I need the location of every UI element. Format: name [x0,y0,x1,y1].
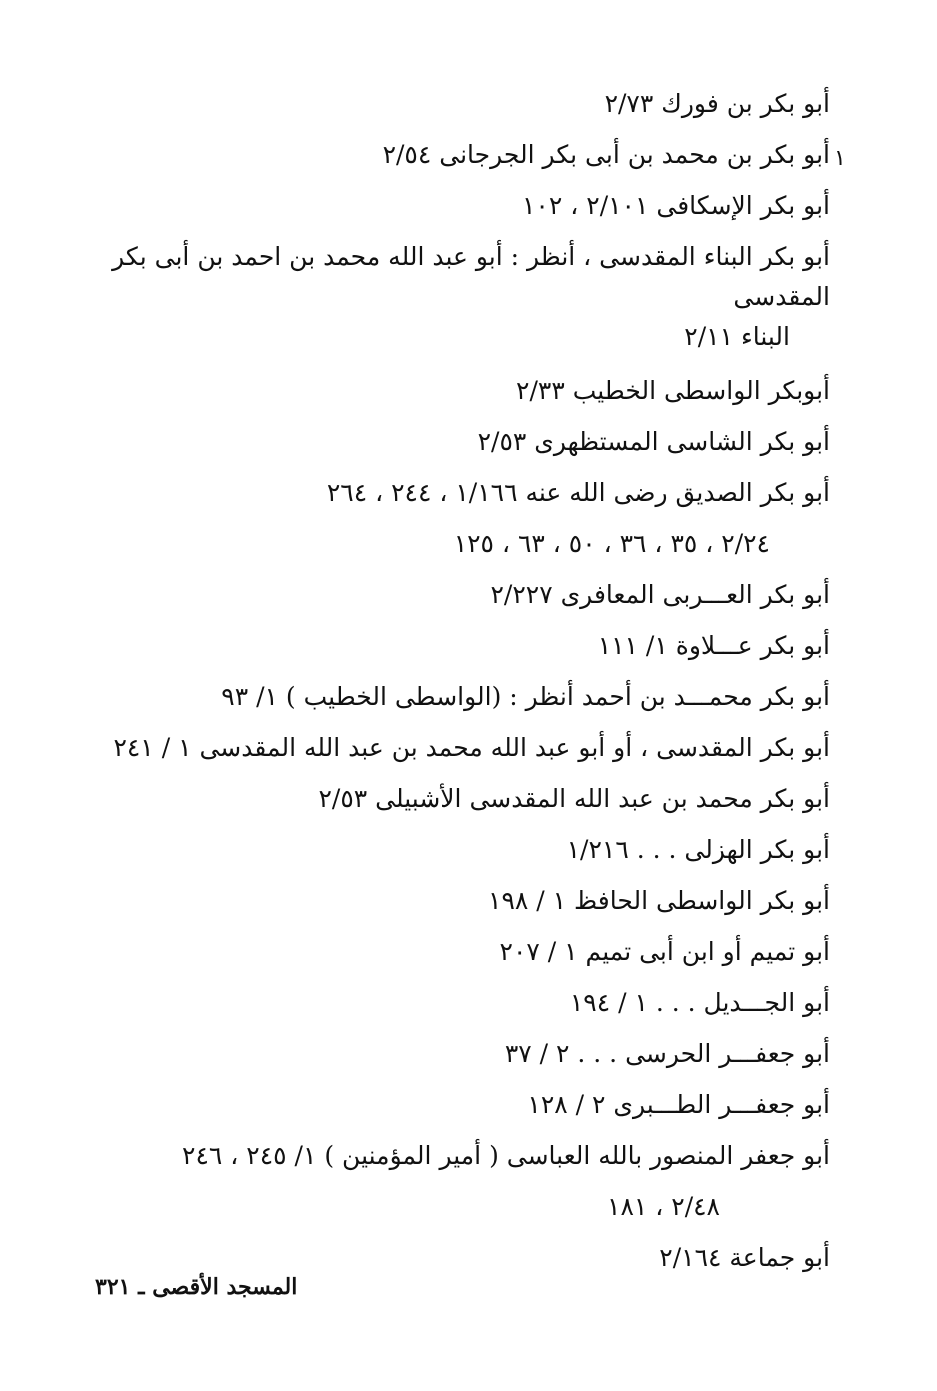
index-entry [60,78,830,129]
index-entry-text: أبو بكر المقدسى ، أو أبو عبد الله محمد بن عبد الله المقدسى ١ / ٢٤١ [113,733,830,762]
index-entry-text: ٢/٤٨ ، ١٨١ [607,1192,720,1221]
index-entry [60,977,830,1028]
index-entry [60,722,830,773]
index-entry-continuation: البناء ٢/١١ [684,322,790,351]
index-entry [60,1028,830,1079]
index-entry [60,671,830,722]
index-entry-text: أبو بكر محمـــد بن أحمد أنظر : (الواسطى الخطيب ) ١/ ٩٣ [221,682,830,711]
index-entry [60,237,830,357]
index-entry-text: أبو جعفر المنصور بالله العباسى ( أمير المؤمنين ) ١/ ٢٤٥ ، ٢٤٦ [182,1141,830,1170]
index-entry-text: أبو بكر محمد بن عبد الله المقدسى الأشبيلى ٢/٥٣ [318,784,830,813]
index-entry-text: أبو بكر العـــربى المعافرى ٢/٢٢٧ [490,580,830,609]
index-entry-text: أبو بكر عـــلاوة ١/ ١١١ [597,631,830,660]
index-entries [60,78,830,1283]
index-entry [60,365,830,416]
index-entry [60,569,830,620]
index-entry [60,620,830,671]
index-entry [60,875,830,926]
index-entry [60,926,830,977]
index-entry-text: أبو بكر الإسكافى ٢/١٠١ ، ١٠٢ [522,191,830,220]
index-entry [60,467,830,518]
index-entry-text: أبو بكر بن محمد بن أبى بكر الجرجانى ٢/٥٤ [382,140,830,169]
index-entry [60,1079,830,1130]
index-entry-text: أبو جعفـــر الطـــبرى ٢ / ١٢٨ [527,1090,830,1119]
index-entry-text: أبو بكر الواسطى الحافظ ١ / ١٩٨ [488,886,830,915]
index-entry [60,824,830,875]
index-entry-text: أبو جماعة ٢/١٦٤ [659,1243,830,1272]
index-entry-text: ٢/٢٤ ، ٣٥ ، ٣٦ ، ٥٠ ، ٦٣ ، ١٢٥ [453,529,770,558]
index-entry-text: أبو بكر بن فورك ٢/٧٣ [604,89,830,118]
margin-mark: ۱ [834,146,846,171]
index-entry-text: أبوبكر الواسطى الخطيب ٢/٣٣ [516,376,830,405]
index-entry-text: أبو بكر الشاسى المستظهرى ٢/٥٣ [477,427,830,456]
index-entry [60,518,830,569]
index-entry [60,773,830,824]
index-entry-text: أبو الجـــديل . . . ١ / ١٩٤ [569,988,830,1017]
page-footer: المسجد الأقصى ـ ٣٢١ [95,1274,298,1300]
index-entry-text: أبو بكر الصديق رضى الله عنه ١/١٦٦ ، ٢٤٤ ، ٢٦٤ [326,478,830,507]
index-entry-text: أبو جعفـــر الحرسى . . . ٢ / ٣٧ [504,1039,830,1068]
index-entry [60,416,830,467]
index-entry-text: أبو بكر الهزلى . . . ١/٢١٦ [566,835,830,864]
index-entry [60,129,830,180]
index-entry-text: أبو تميم أو ابن أبى تميم ١ / ٢٠٧ [499,937,830,966]
index-entry-text: أبو بكر البناء المقدسى ، أنظر : أبو عبد الله محمد بن احمد بن أبى بكر المقدسى [112,242,830,311]
index-entry [60,1130,830,1181]
index-entry [60,180,830,231]
index-entry [60,1181,830,1232]
